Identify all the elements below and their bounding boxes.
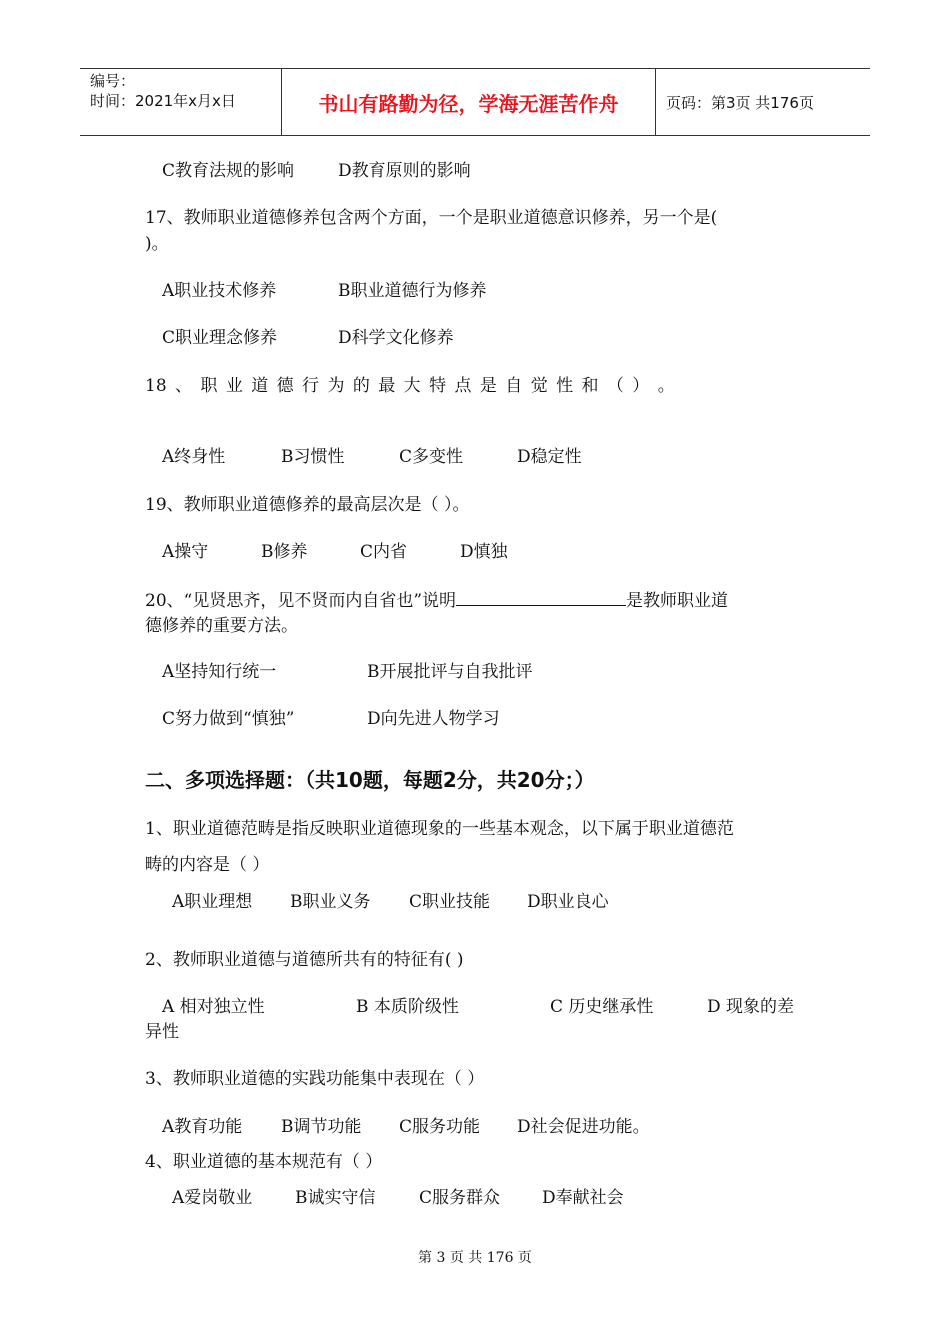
m1-text-line1: 1、职业道德范畴是指反映职业道德现象的一些基本观念，以下属于职业道德范 [145, 819, 734, 839]
m2-text: 2、教师职业道德与道德所共有的特征有( ) [145, 950, 464, 970]
q20-answer-blank [456, 587, 626, 606]
q20-option-c: C努力做到“慎独” [162, 709, 295, 729]
q17-text-line2: )。 [145, 234, 169, 254]
m2-option-a: A 相对独立性 [162, 997, 265, 1017]
q18-text: 18 、 职 业 道 德 行 为 的 最 大 特 点 是 自 觉 性 和 （ ） 。 [145, 376, 675, 396]
q20-text-line1 [145, 587, 728, 614]
q19-option-b: B修养 [261, 542, 308, 562]
q20-text-pre: 20、“见贤思齐，见不贤而内自省也”说明 [145, 591, 457, 611]
q17-option-d: D科学文化修养 [338, 328, 454, 348]
m3-option-d: D社会促进功能。 [517, 1117, 650, 1137]
section-title-multiple-choice: 二、多项选择题：（共10题，每题2分，共20分；） [145, 768, 595, 792]
page-header [80, 68, 870, 136]
m4-option-c: C服务群众 [419, 1188, 501, 1208]
q19-text: 19、教师职业道德修养的最高层次是（ ）。 [145, 495, 470, 515]
q18-option-d: D稳定性 [517, 447, 582, 467]
m1-option-a: A职业理想 [172, 892, 253, 912]
m4-option-b: B诚实守信 [295, 1188, 376, 1208]
m2-option-d: D 现象的差 [707, 997, 795, 1017]
q19-option-c: C内省 [360, 542, 408, 562]
m2-option-d-continued: 异性 [145, 1022, 179, 1042]
m1-option-d: D职业良心 [527, 892, 609, 912]
m1-option-c: C职业技能 [409, 892, 491, 912]
header-page-info: 页码：第3页 共176页 [666, 93, 814, 112]
m4-option-d: D奉献社会 [542, 1188, 624, 1208]
time-label: 时间：2021年x月x日 [90, 92, 236, 110]
q16-option-d: D教育原则的影响 [338, 161, 471, 181]
m2-option-b: B 本质阶级性 [356, 997, 459, 1017]
q18-option-c: C多变性 [399, 447, 464, 467]
q19-option-a: A操守 [162, 542, 209, 562]
header-motto: 书山有路勤为径，学海无涯苦作舟 [282, 69, 656, 135]
q20-option-b: B开展批评与自我批评 [367, 662, 533, 682]
q18-option-a: A终身性 [162, 447, 226, 467]
q20-option-d: D向先进人物学习 [367, 709, 500, 729]
q20-option-a: A坚持知行统一 [162, 662, 277, 682]
page-footer: 第 3 页 共 176 页 [418, 1250, 532, 1266]
header-meta [80, 69, 282, 135]
m3-option-c: C服务功能 [399, 1117, 481, 1137]
q17-option-a: A职业技术修养 [162, 281, 277, 301]
m4-option-a: A爱岗敬业 [172, 1188, 253, 1208]
m1-option-b: B职业义务 [290, 892, 371, 912]
m4-text: 4、职业道德的基本规范有（ ） [145, 1152, 383, 1172]
m3-text: 3、教师职业道德的实践功能集中表现在（ ） [145, 1069, 485, 1089]
m3-option-b: B调节功能 [281, 1117, 362, 1137]
q18-option-b: B习惯性 [281, 447, 345, 467]
q17-text-line1: 17、教师职业道德修养包含两个方面，一个是职业道德意识修养，另一个是( [145, 208, 718, 228]
q16-option-c: C教育法规的影响 [162, 161, 295, 181]
m2-option-c: C 历史继承性 [550, 997, 654, 1017]
q17-option-b: B职业道德行为修养 [338, 281, 487, 301]
m1-text-line2: 畴的内容是（ ） [145, 855, 270, 875]
q20-text-post: 是教师职业道 [626, 591, 729, 611]
q20-text-line2: 德修养的重要方法。 [145, 616, 298, 636]
number-label: 编号： [90, 72, 136, 90]
m3-option-a: A教育功能 [162, 1117, 243, 1137]
q19-option-d: D慎独 [460, 542, 508, 562]
q17-option-c: C职业理念修养 [162, 328, 278, 348]
